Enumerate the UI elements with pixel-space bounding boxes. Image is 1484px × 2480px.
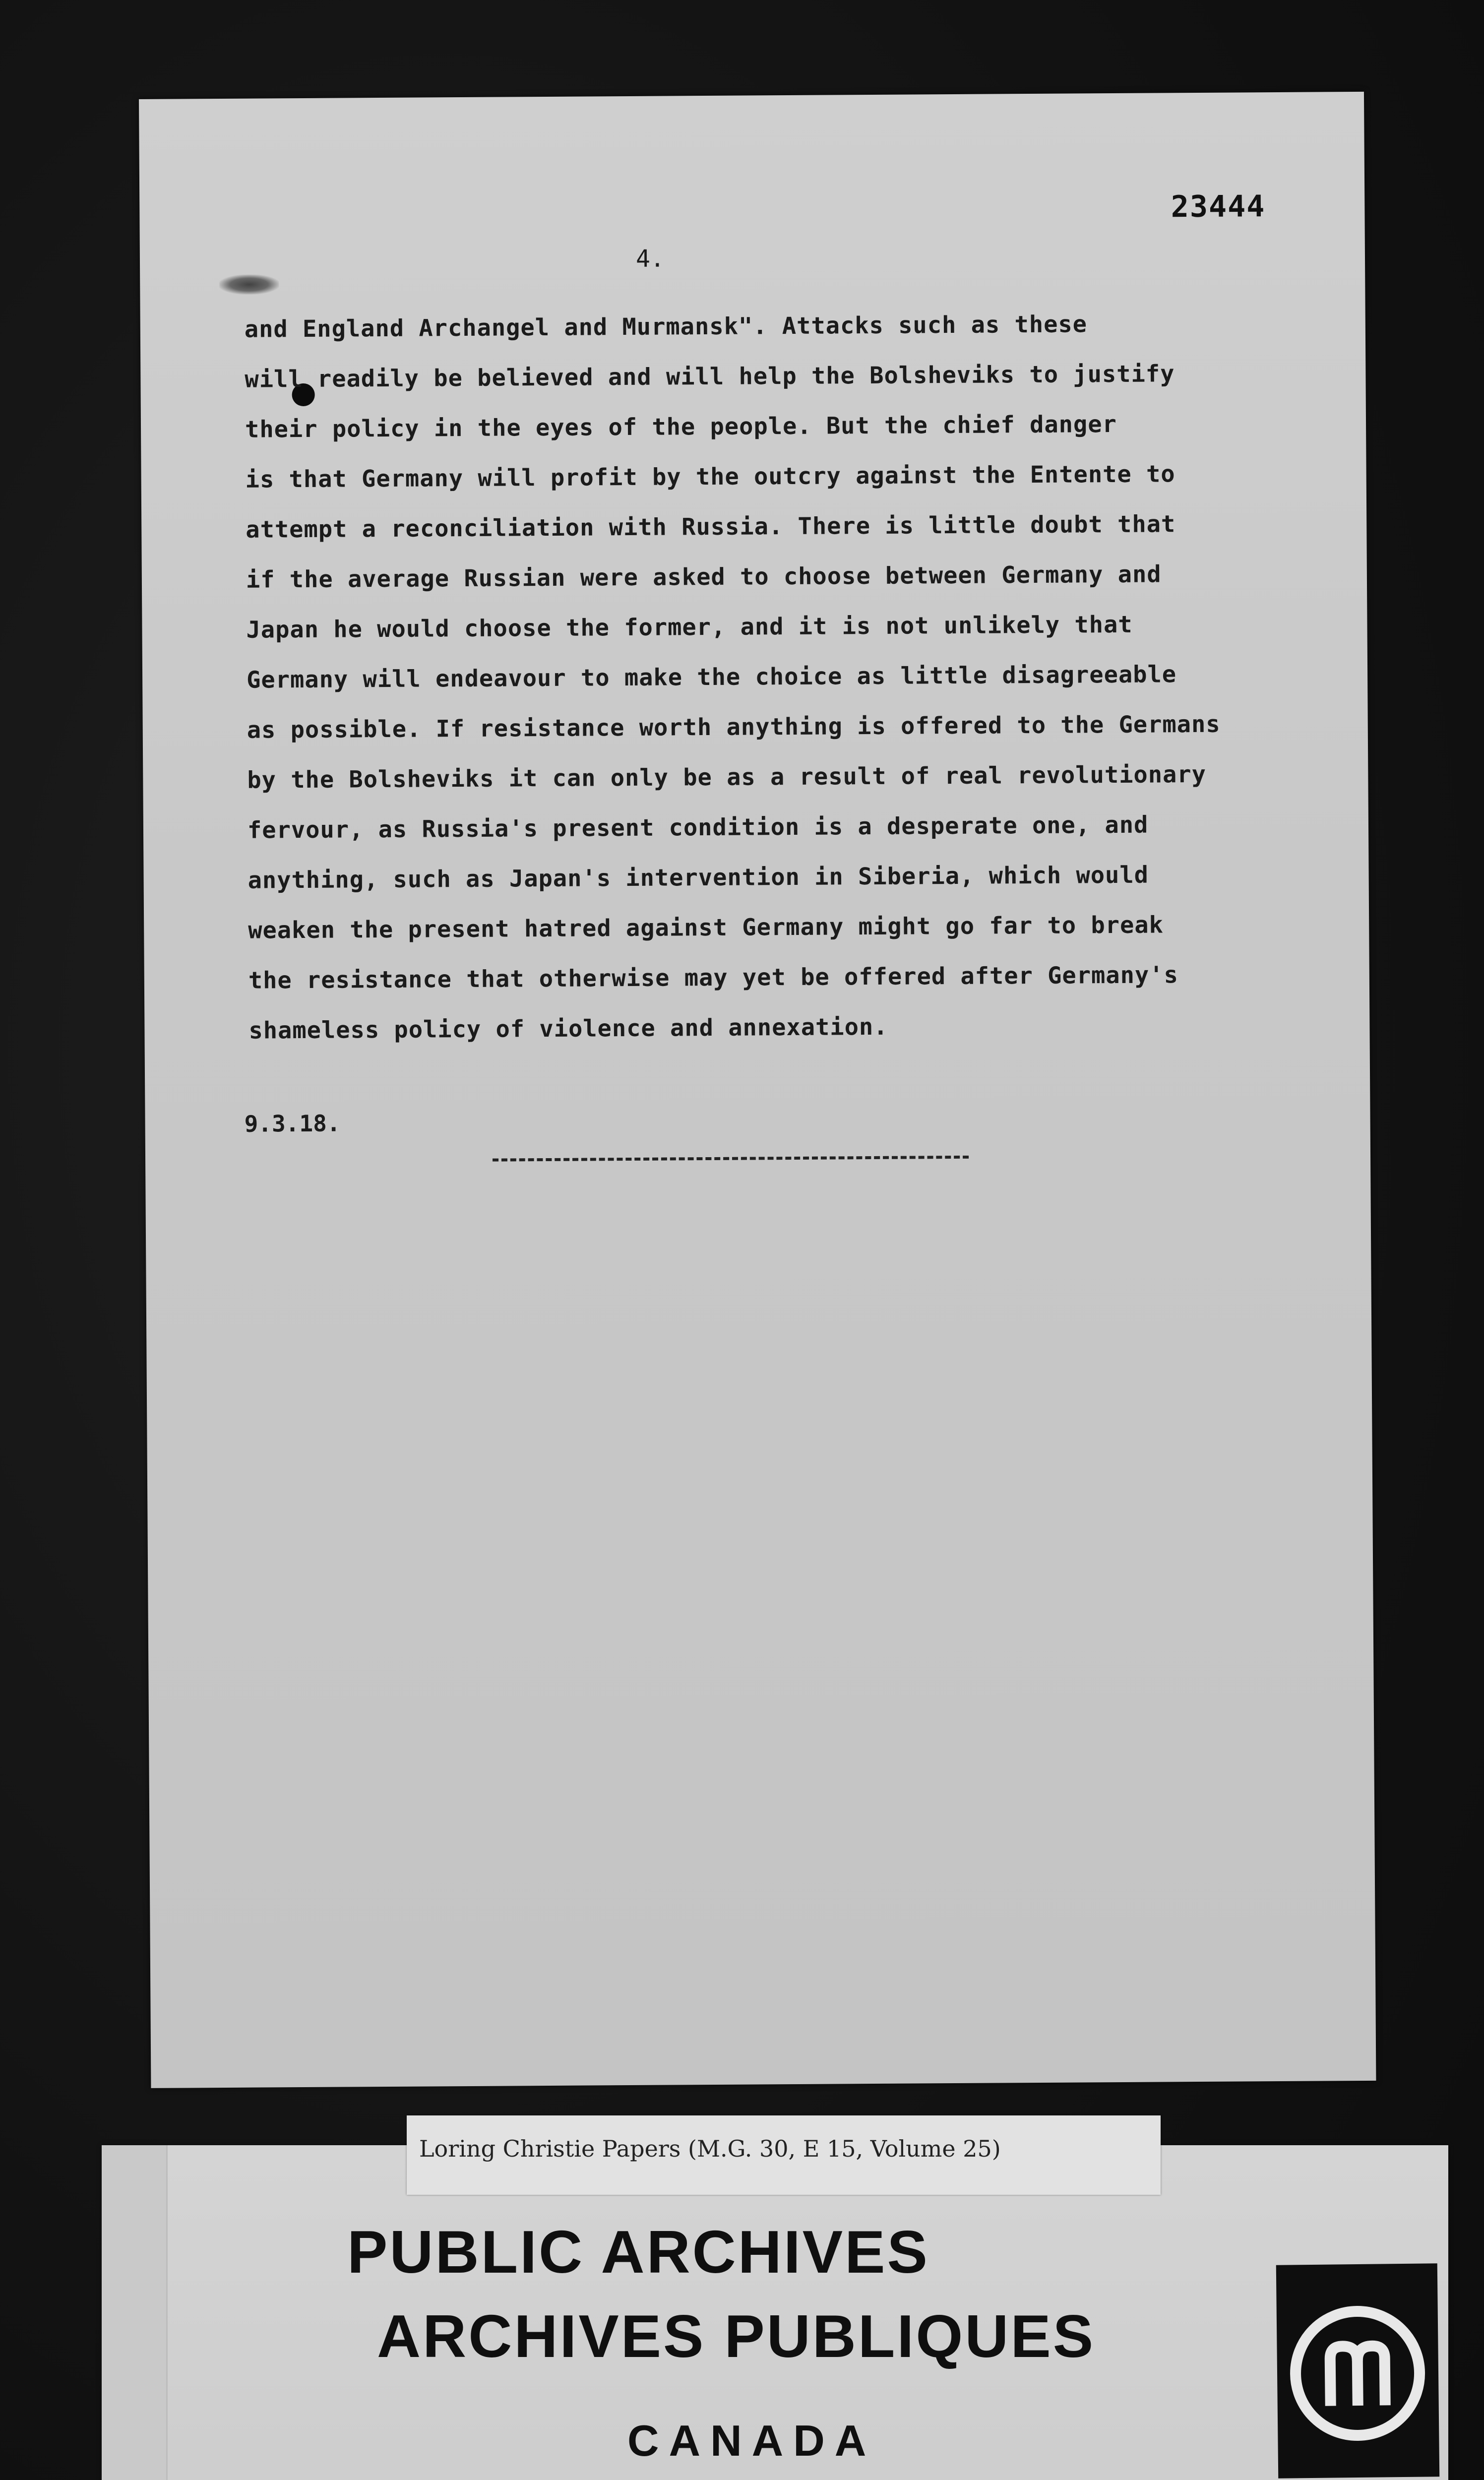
- body-line: anything, such as Japan's intervention in Siberia, which would: [247, 861, 1149, 894]
- archives-canada-logo-icon: [1276, 2263, 1439, 2478]
- body-text: [245, 298, 1315, 1056]
- body-line: attempt a reconciliation with Russia. There is little doubt that: [246, 510, 1176, 544]
- ink-smudge: [219, 274, 279, 295]
- body-line: Germany will endeavour to make the choice as little disagreeable: [246, 661, 1177, 694]
- body-line: Japan he would choose the former, and it is not unlikely that: [246, 611, 1133, 644]
- body-line: and England Archangel and Murmansk". Attacks such as these: [244, 310, 1088, 343]
- logo-mark: [1282, 2298, 1432, 2448]
- archive-country: CANADA: [627, 2416, 876, 2465]
- body-line: will readily be believed and will help the Bolsheviks to justify: [245, 360, 1175, 393]
- closing-rule: [493, 1156, 969, 1162]
- body-line: the resistance that otherwise may yet be offered after Germany's: [248, 961, 1178, 994]
- typewritten-page: [139, 92, 1376, 2088]
- body-line: fervour, as Russia's present condition is a desperate one, and: [247, 811, 1149, 844]
- body-line: their policy in the eyes of the people. But the chief danger: [245, 410, 1117, 443]
- body-line: as possible. If resistance worth anything is offered to the Germans: [247, 710, 1221, 744]
- card-edge: [102, 2145, 168, 2480]
- archive-title-en: PUBLIC ARCHIVES: [347, 2218, 929, 2286]
- body-line: shameless policy of violence and annexation.: [248, 1013, 888, 1045]
- body-line: is that Germany will profit by the outcry against the Entente to: [245, 460, 1175, 494]
- archive-title-fr: ARCHIVES PUBLIQUES: [377, 2302, 1096, 2370]
- body-line: if the average Russian were asked to choose between Germany and: [246, 560, 1162, 594]
- sheet-id: 23444: [1171, 189, 1266, 225]
- document-date: 9.3.18.: [244, 1110, 341, 1137]
- page-number: 4.: [635, 245, 665, 273]
- collection-label: [407, 2115, 1161, 2195]
- body-line: weaken the present hatred against Germany might go far to break: [248, 911, 1164, 944]
- body-line: by the Bolsheviks it can only be as a result of real revolutionary: [247, 760, 1207, 794]
- collection-label-text: Loring Christie Papers (M.G. 30, E 15, Volume 25): [419, 2135, 1001, 2162]
